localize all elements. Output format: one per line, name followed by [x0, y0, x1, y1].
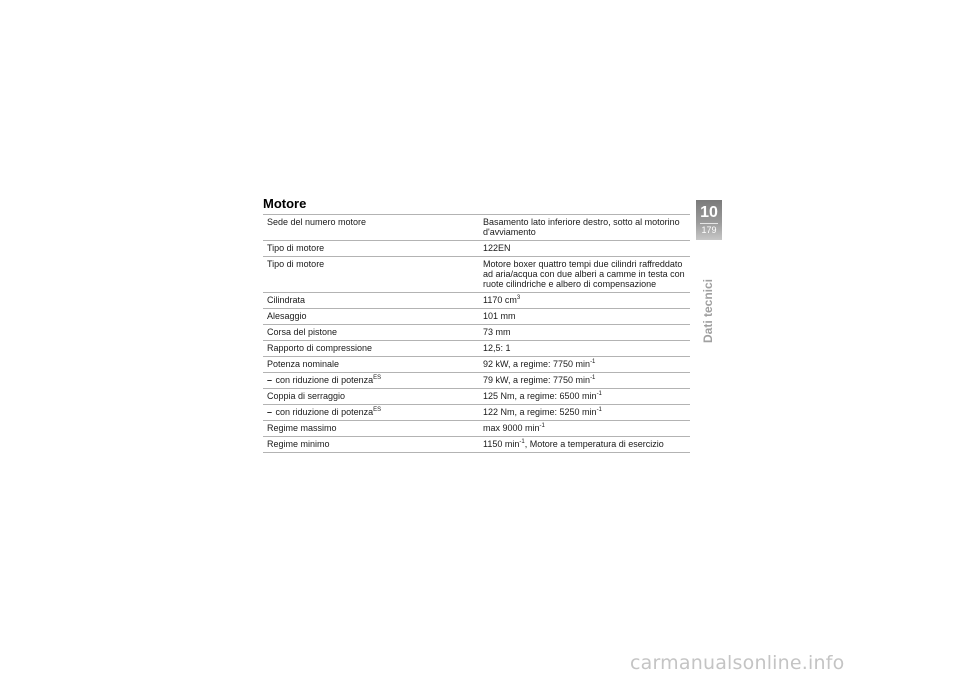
superscript: -1 [596, 391, 602, 397]
spec-value [478, 293, 690, 309]
spec-value [478, 389, 690, 405]
spec-label: Rapporto di compressione [267, 343, 373, 353]
engine-spec-table [263, 214, 690, 453]
chapter-number: 10 [700, 204, 718, 221]
value-text: 125 Nm, a regime: 6500 min [483, 391, 597, 401]
value-text: 1170 cm [483, 295, 517, 305]
spec-value [478, 421, 690, 437]
value-text: 92 kW, a regime: 7750 min [483, 359, 591, 369]
value-text: 79 kW, a regime: 7750 min [483, 375, 591, 385]
section-title: Motore [263, 196, 307, 211]
spec-value: 122EN [483, 243, 511, 253]
table-row [263, 373, 690, 389]
spec-value [478, 373, 690, 389]
table-row [263, 257, 690, 293]
spec-value: 12,5: 1 [483, 343, 511, 353]
spec-value [478, 357, 690, 373]
value-suffix: , Motore a temperatura di esercizio [524, 439, 664, 449]
chapter-side-label: Dati tecnici [701, 278, 715, 343]
spec-value: 101 mm [483, 311, 516, 321]
table-row [263, 437, 690, 453]
spec-value: 73 mm [483, 327, 511, 337]
table-row [263, 293, 690, 309]
spec-label: Regime minimo [267, 439, 330, 449]
spec-label: Regime massimo [267, 423, 337, 433]
spec-value: Basamento lato inferiore destro, sotto al motorino d'avviamento [483, 217, 680, 237]
table-row [263, 421, 690, 437]
dash-bullet: – [267, 375, 273, 385]
spec-label: Corsa del pistone [267, 327, 338, 337]
value-text: 1150 min [483, 439, 520, 449]
spec-label [263, 373, 478, 389]
spec-label: Potenza nominale [267, 359, 340, 369]
spec-label: Alesaggio [267, 311, 307, 321]
spec-label: Coppia di serraggio [267, 391, 346, 401]
superscript: ES [373, 375, 382, 381]
superscript: -1 [539, 423, 545, 429]
superscript: ES [373, 407, 382, 413]
spec-label: Sede del numero motore [267, 217, 367, 227]
table-row [263, 357, 690, 373]
value-text: max 9000 min [483, 423, 540, 433]
chapter-tab [696, 200, 722, 240]
spec-label [263, 405, 478, 421]
table-row [263, 309, 690, 325]
superscript: -1 [519, 439, 525, 445]
watermark: carmanualsonline.info [630, 652, 845, 674]
dash-bullet: – [267, 407, 273, 417]
superscript: -1 [596, 407, 602, 413]
spec-label: Cilindrata [267, 295, 306, 305]
table-row [263, 341, 690, 357]
table-row [263, 389, 690, 405]
table-row [263, 405, 690, 421]
table-row [263, 241, 690, 257]
page-number: 179 [701, 225, 717, 235]
value-text: 122 Nm, a regime: 5250 min [483, 407, 597, 417]
superscript: 3 [516, 295, 521, 301]
superscript: -1 [590, 359, 596, 365]
spec-label: Tipo di motore [267, 259, 325, 269]
superscript: -1 [590, 375, 596, 381]
table-row [263, 215, 690, 241]
spec-value: Motore boxer quattro tempi due cilindri raffreddato ad aria/acqua con due alberi a camme in testa con ruote cilindriche e albero di compensazione [483, 259, 685, 289]
spec-label: Tipo di motore [267, 243, 325, 253]
spec-value [478, 437, 690, 453]
spec-value [478, 405, 690, 421]
chapter-divider [700, 223, 718, 224]
table-row [263, 325, 690, 341]
label-text: con riduzione di potenza [275, 407, 374, 417]
label-text: con riduzione di potenza [275, 375, 374, 385]
